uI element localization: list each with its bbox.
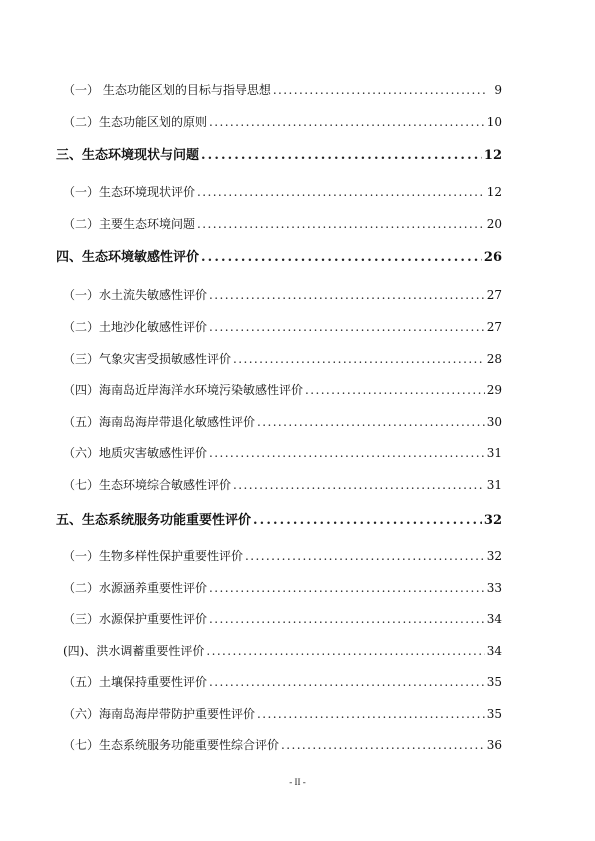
toc-entry-page: 12 xyxy=(486,185,502,199)
toc-leader-dots xyxy=(281,738,485,752)
toc-entry-title: （五）土壤保持重要性评价 xyxy=(63,675,208,689)
toc-entry-title: （三）水源保护重要性评价 xyxy=(63,612,208,626)
toc-leader-dots xyxy=(197,217,485,231)
toc-entry-page: 34 xyxy=(486,612,502,626)
toc-entry-page: 34 xyxy=(486,644,502,658)
toc-entry-title: （二）生态功能区划的原则 xyxy=(63,115,208,129)
toc-entry[interactable] xyxy=(63,669,502,689)
toc-entry-page: 32 xyxy=(486,549,502,563)
toc-entry[interactable] xyxy=(63,638,502,658)
toc-entry-title: （二）主要生态环境问题 xyxy=(63,217,196,231)
toc-section-page: 26 xyxy=(483,250,502,265)
toc-entry-title: （七）生态系统服务功能重要性综合评价 xyxy=(63,738,280,752)
toc-entry-title: （一）生物多样性保护重要性评价 xyxy=(63,549,244,563)
toc-entry-page: 20 xyxy=(486,217,502,231)
toc-entry-page: 33 xyxy=(486,581,502,595)
toc-leader-dots xyxy=(253,514,482,528)
toc-entry-title: （一）水土流失敏感性评价 xyxy=(63,288,208,302)
toc-leader-dots xyxy=(209,675,485,689)
toc-entry[interactable] xyxy=(63,377,502,397)
toc-entry[interactable] xyxy=(63,179,502,199)
toc-leader-dots xyxy=(197,185,485,199)
toc-leader-dots xyxy=(201,251,482,265)
toc-section-page: 32 xyxy=(483,513,502,528)
toc-section[interactable] xyxy=(56,508,502,528)
toc-entry-title: （七）生态环境综合敏感性评价 xyxy=(63,478,232,492)
toc-entry-title: （二）土地沙化敏感性评价 xyxy=(63,320,208,334)
toc-leader-dots xyxy=(206,644,484,658)
toc-entry[interactable] xyxy=(63,282,502,302)
toc-entry[interactable] xyxy=(63,211,502,231)
toc-leader-dots xyxy=(233,352,485,366)
toc-section-title: 五、生态系统服务功能重要性评价 xyxy=(56,513,252,528)
toc-leader-dots xyxy=(209,446,485,460)
toc-entry-page: 30 xyxy=(486,415,502,429)
toc-entry[interactable] xyxy=(63,314,502,334)
page-number-footer: - II - xyxy=(289,777,306,787)
toc-entry-title: （二）水源涵养重要性评价 xyxy=(63,581,208,595)
toc-section-title: 四、生态环境敏感性评价 xyxy=(56,250,200,265)
toc-entry[interactable] xyxy=(63,77,502,97)
toc-section-page: 12 xyxy=(483,148,502,163)
toc-section[interactable] xyxy=(56,143,502,163)
toc-entry-title: （四）海南岛近岸海洋水环境污染敏感性评价 xyxy=(63,383,304,397)
toc-entry-title: （一） 生态功能区划的目标与指导思想 xyxy=(63,83,271,97)
toc-entry[interactable] xyxy=(63,109,502,129)
toc-leader-dots xyxy=(257,415,485,429)
toc-section-title: 三、生态环境现状与问题 xyxy=(56,148,200,163)
toc-entry[interactable] xyxy=(63,701,502,721)
toc-entry[interactable] xyxy=(63,472,502,492)
toc-entry-page: 31 xyxy=(486,478,502,492)
toc-entry-page: 27 xyxy=(486,320,502,334)
toc-entry-page: 31 xyxy=(486,446,502,460)
toc-section[interactable] xyxy=(56,245,502,265)
toc-entry[interactable] xyxy=(63,543,502,563)
toc-leader-dots xyxy=(209,320,485,334)
toc-entry[interactable] xyxy=(63,575,502,595)
toc-entry-page: 9 xyxy=(494,83,502,97)
toc-entry-page: 29 xyxy=(486,383,502,397)
toc-entry-page: 28 xyxy=(486,352,502,366)
toc-entry-title: （六）海南岛海岸带防护重要性评价 xyxy=(63,707,256,721)
toc-entry-title: （六）地质灾害敏感性评价 xyxy=(63,446,208,460)
toc-leader-dots xyxy=(201,149,482,163)
toc-entry-title: （五）海南岛海岸带退化敏感性评价 xyxy=(63,415,256,429)
toc-leader-dots xyxy=(209,288,485,302)
toc-entry[interactable] xyxy=(63,732,502,752)
toc-entry[interactable] xyxy=(63,440,502,460)
toc-leader-dots xyxy=(245,549,485,563)
toc-leader-dots xyxy=(273,83,488,97)
toc-entry-title: （三）气象灾害受损敏感性评价 xyxy=(63,352,232,366)
toc-entry[interactable] xyxy=(63,346,502,366)
toc-entry-title: (四)、洪水调蓄重要性评价 xyxy=(63,644,205,658)
toc-entry-title: （一）生态环境现状评价 xyxy=(63,185,196,199)
toc-entry[interactable] xyxy=(63,606,502,626)
toc-entry-page: 36 xyxy=(486,738,502,752)
toc-entry-page: 35 xyxy=(486,707,502,721)
toc-leader-dots xyxy=(209,581,485,595)
toc-entry-page: 27 xyxy=(486,288,502,302)
toc-entry-page: 10 xyxy=(486,115,502,129)
toc-leader-dots xyxy=(209,115,485,129)
toc-leader-dots xyxy=(257,707,485,721)
toc-leader-dots xyxy=(209,612,485,626)
toc-entry[interactable] xyxy=(63,409,502,429)
toc-leader-dots xyxy=(305,383,485,397)
toc-leader-dots xyxy=(233,478,485,492)
toc-entry-page: 35 xyxy=(486,675,502,689)
